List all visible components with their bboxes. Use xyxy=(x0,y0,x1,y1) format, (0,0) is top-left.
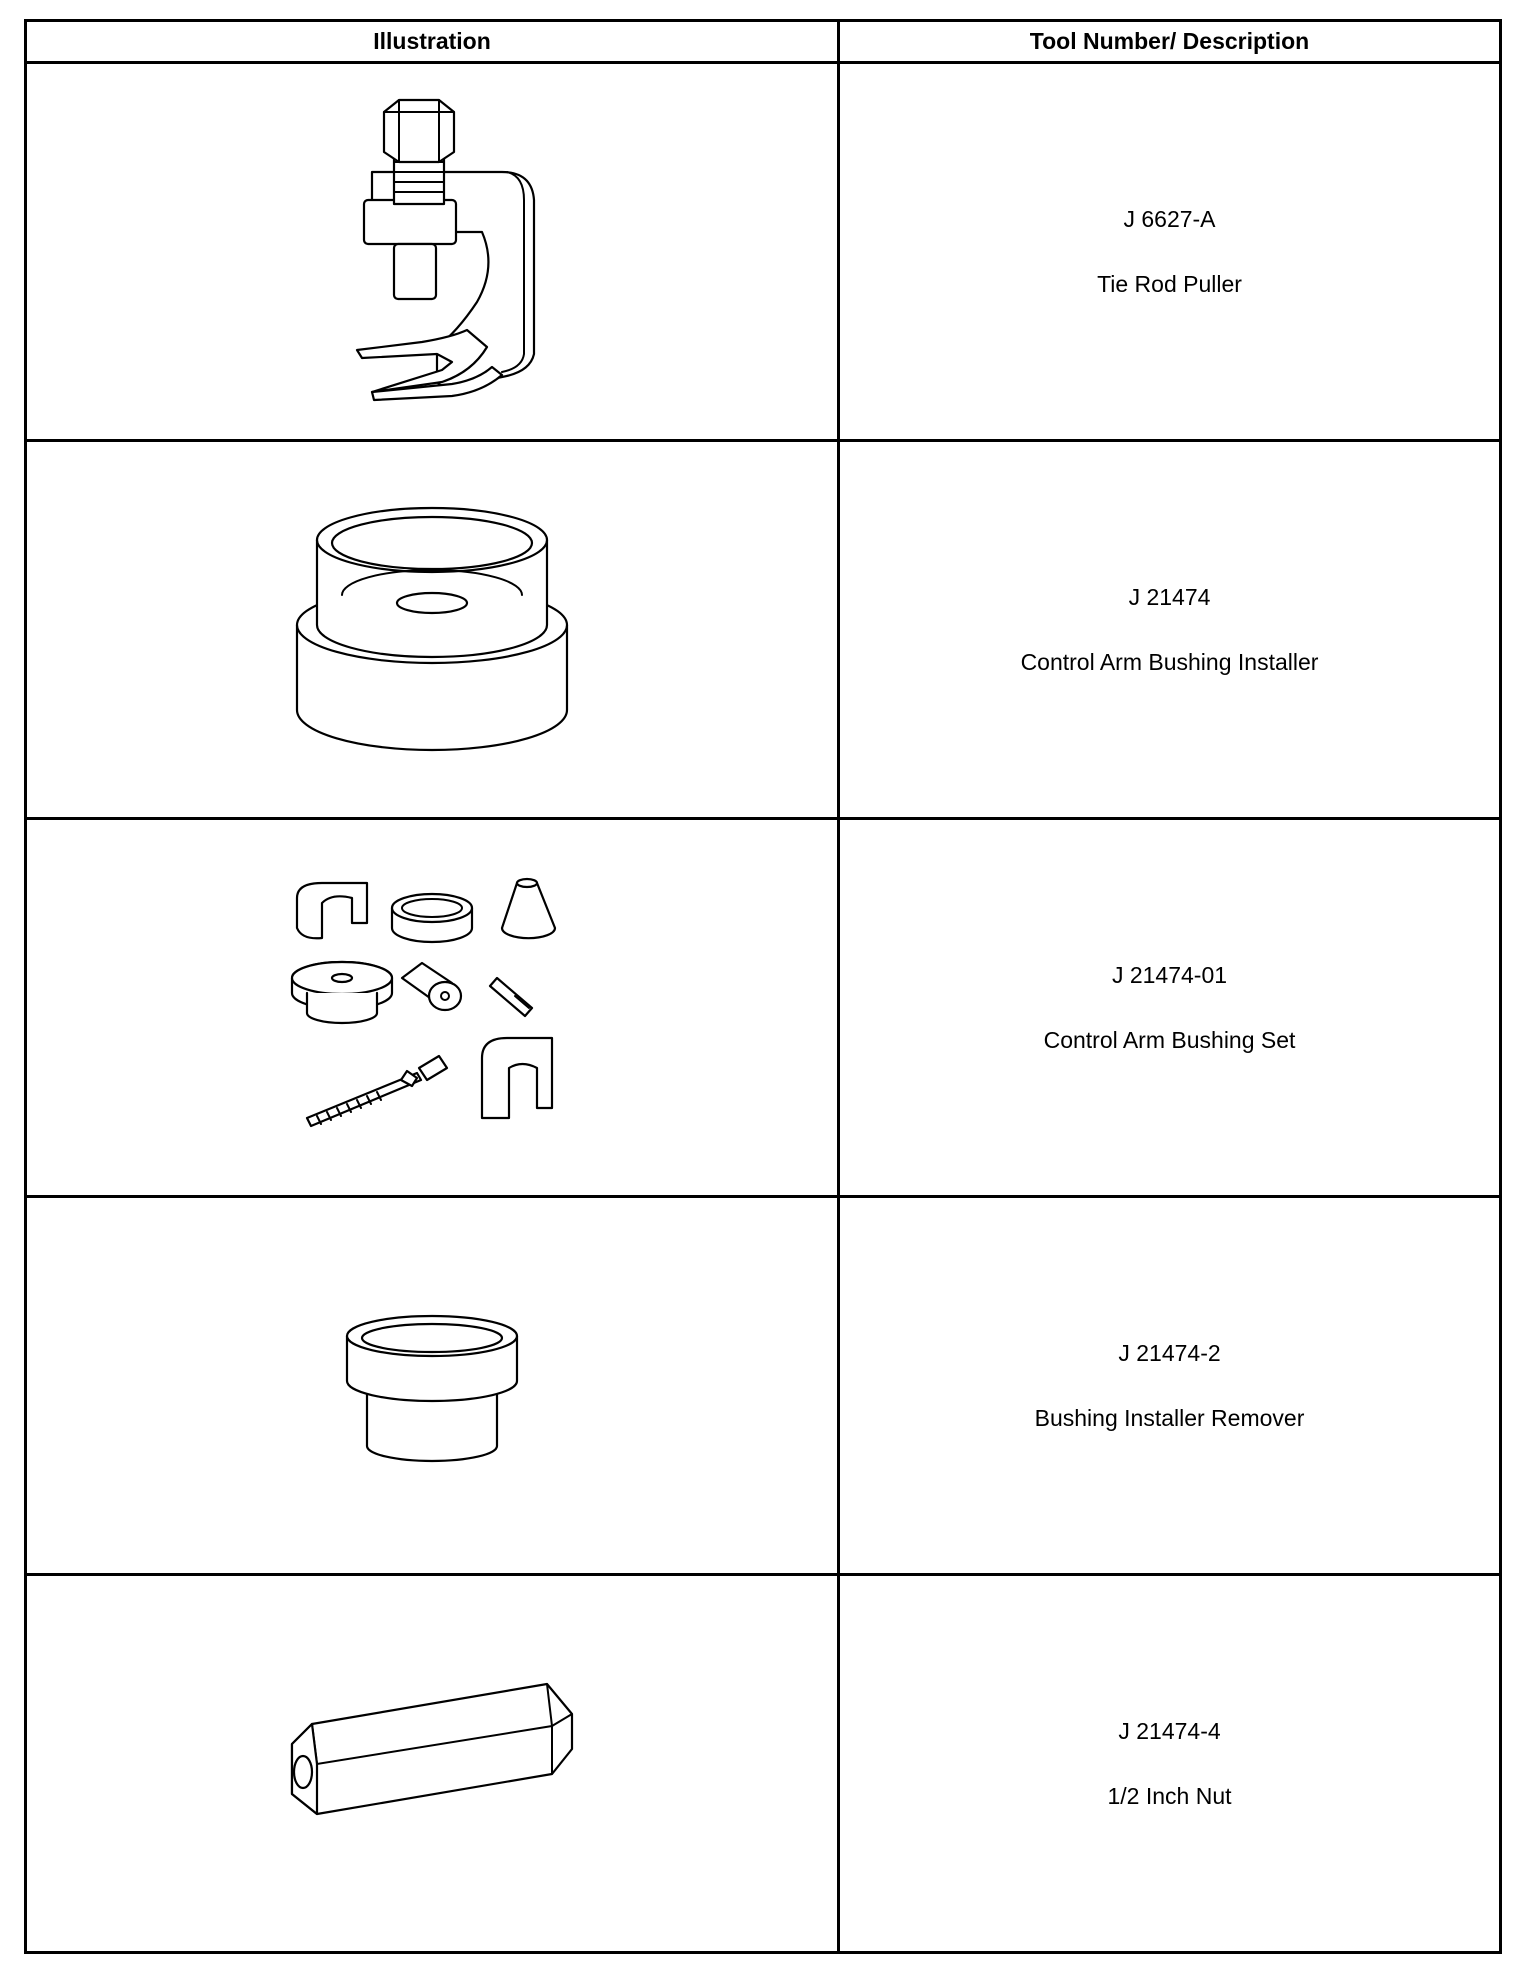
description-cell xyxy=(839,63,1501,441)
special-tools-table xyxy=(24,19,1502,1954)
tool-number: J 21474-4 xyxy=(1118,1717,1221,1744)
tool-description: Tie Rod Puller xyxy=(1097,270,1242,297)
installer-remover-icon xyxy=(332,1306,532,1466)
tie-rod-puller-icon xyxy=(302,92,562,412)
table-row xyxy=(26,819,1501,1197)
description-cell xyxy=(839,1575,1501,1953)
tool-description: Control Arm Bushing Installer xyxy=(1020,648,1319,675)
description-cell xyxy=(839,819,1501,1197)
table-row xyxy=(26,63,1501,441)
tool-number: J 6627-A xyxy=(1123,205,1216,232)
description-cell xyxy=(839,441,1501,819)
tool-description: 1/2 Inch Nut xyxy=(1107,1782,1232,1809)
tool-description: Control Arm Bushing Set xyxy=(1043,1026,1296,1053)
description-cell xyxy=(839,1197,1501,1575)
illustration-cell xyxy=(26,1575,839,1953)
table-row xyxy=(26,1575,1501,1953)
half-inch-nut-icon xyxy=(267,1674,597,1854)
header-illustration: Illustration xyxy=(26,21,839,63)
illustration-cell xyxy=(26,819,839,1197)
table-row xyxy=(26,1197,1501,1575)
tool-description: Bushing Installer Remover xyxy=(1034,1404,1305,1431)
header-row xyxy=(26,21,1501,63)
tool-number: J 21474-2 xyxy=(1118,1339,1221,1366)
bushing-set-icon xyxy=(277,868,587,1148)
illustration-cell xyxy=(26,441,839,819)
table-row xyxy=(26,441,1501,819)
bushing-installer-icon xyxy=(287,485,577,775)
tool-number: J 21474-01 xyxy=(1111,961,1228,988)
illustration-cell xyxy=(26,63,839,441)
header-tool-description: Tool Number/ Description xyxy=(839,21,1501,63)
tool-number: J 21474 xyxy=(1128,583,1211,610)
illustration-cell xyxy=(26,1197,839,1575)
